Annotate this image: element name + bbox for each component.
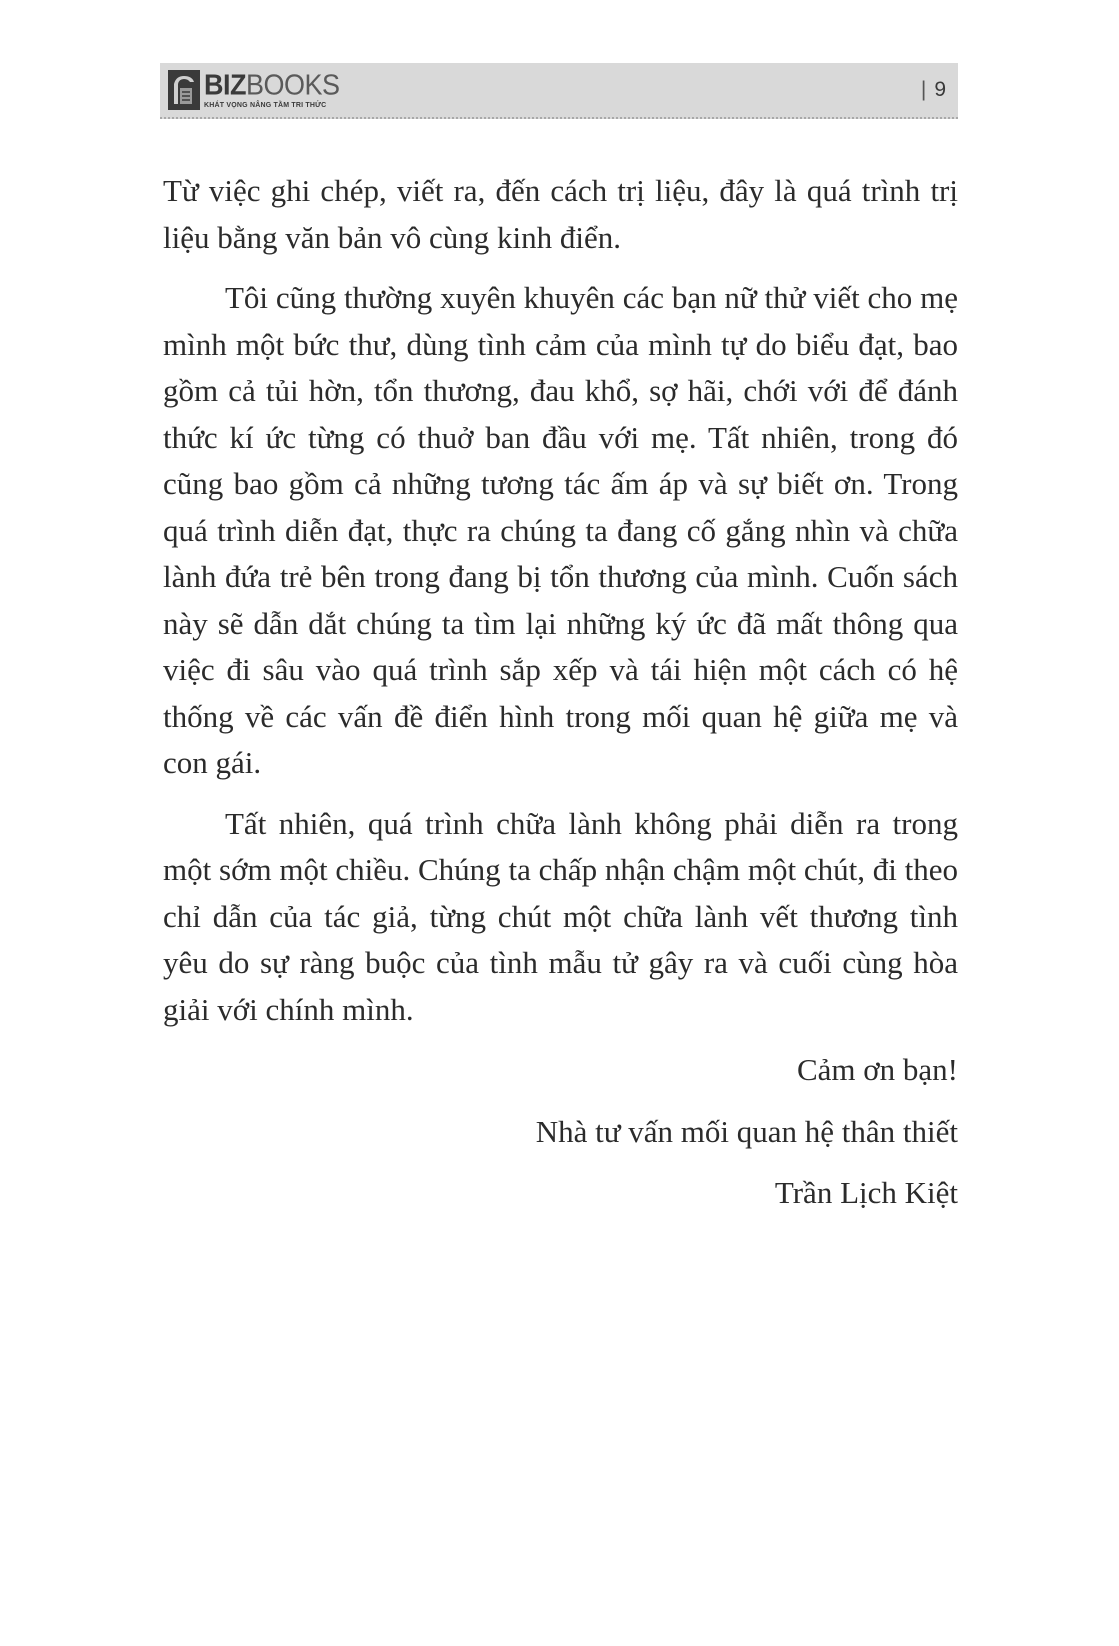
signature-thanks: Cảm ơn bạn! <box>796 1052 958 1087</box>
page-body <box>163 168 958 1232</box>
paragraph: Tất nhiên, quá trình chữa lành không phải diễn ra trong một sớm một chiều. Chúng ta chấp nhận chậm một chút, đi theo chỉ dẫn của tác giả, từng chút một chữa lành vết thương tình yêu do sự ràng buộc của tình mẫu tử gây ra và cuối cùng hòa giải với chính mình. <box>163 805 958 1027</box>
signature-title: Nhà tư vấn mối quan hệ thân thiết <box>535 1113 958 1149</box>
signature-name: Trần Lịch Kiệt <box>774 1175 958 1210</box>
brand-light: BOOKS <box>246 68 340 101</box>
paragraph: Từ việc ghi chép, viết ra, đến cách trị liệu, đây là quá trình trị liệu bằng văn bản vô cùng kinh điển. <box>163 173 958 255</box>
logo-text <box>204 68 340 109</box>
page-number-separator: | <box>920 78 927 101</box>
page-header <box>160 63 958 119</box>
publisher-logo <box>168 69 340 111</box>
brand-name <box>204 68 340 101</box>
page-number <box>921 78 946 102</box>
brand-bold: BIZ <box>204 68 246 101</box>
page-number-value: 9 <box>934 78 946 101</box>
paragraph: Tôi cũng thường xuyên khuyên các bạn nữ thử viết cho mẹ mình một bức thư, dùng tình cảm của mình tự do biểu đạt, bao gồm cả tủi hờn, tổn thương, đau khổ, sợ hãi, chới với để đánh thức kí ức từng có thuở ban đầu với mẹ. Tất nhiên, trong đó cũng bao gồm cả những tương tác ấm áp và sự biết ơn. Trong quá trình diễn đạt, thực ra chúng ta đang cố gắng nhìn và chữa lành đứa trẻ bên trong đang bị tổn thương của mình. Cuốn sách này sẽ dẫn dắt chúng ta tìm lại những ký ức đã mất thông qua việc đi sâu vào quá trình sắp xếp và tái hiện một cách có hệ thống về các vấn đề điển hình trong mối quan hệ giữa mẹ và con gái. <box>163 280 958 780</box>
brand-tagline: KHÁT VỌNG NÂNG TẦM TRI THỨC <box>204 101 327 109</box>
bizbooks-logo-icon <box>168 70 200 110</box>
